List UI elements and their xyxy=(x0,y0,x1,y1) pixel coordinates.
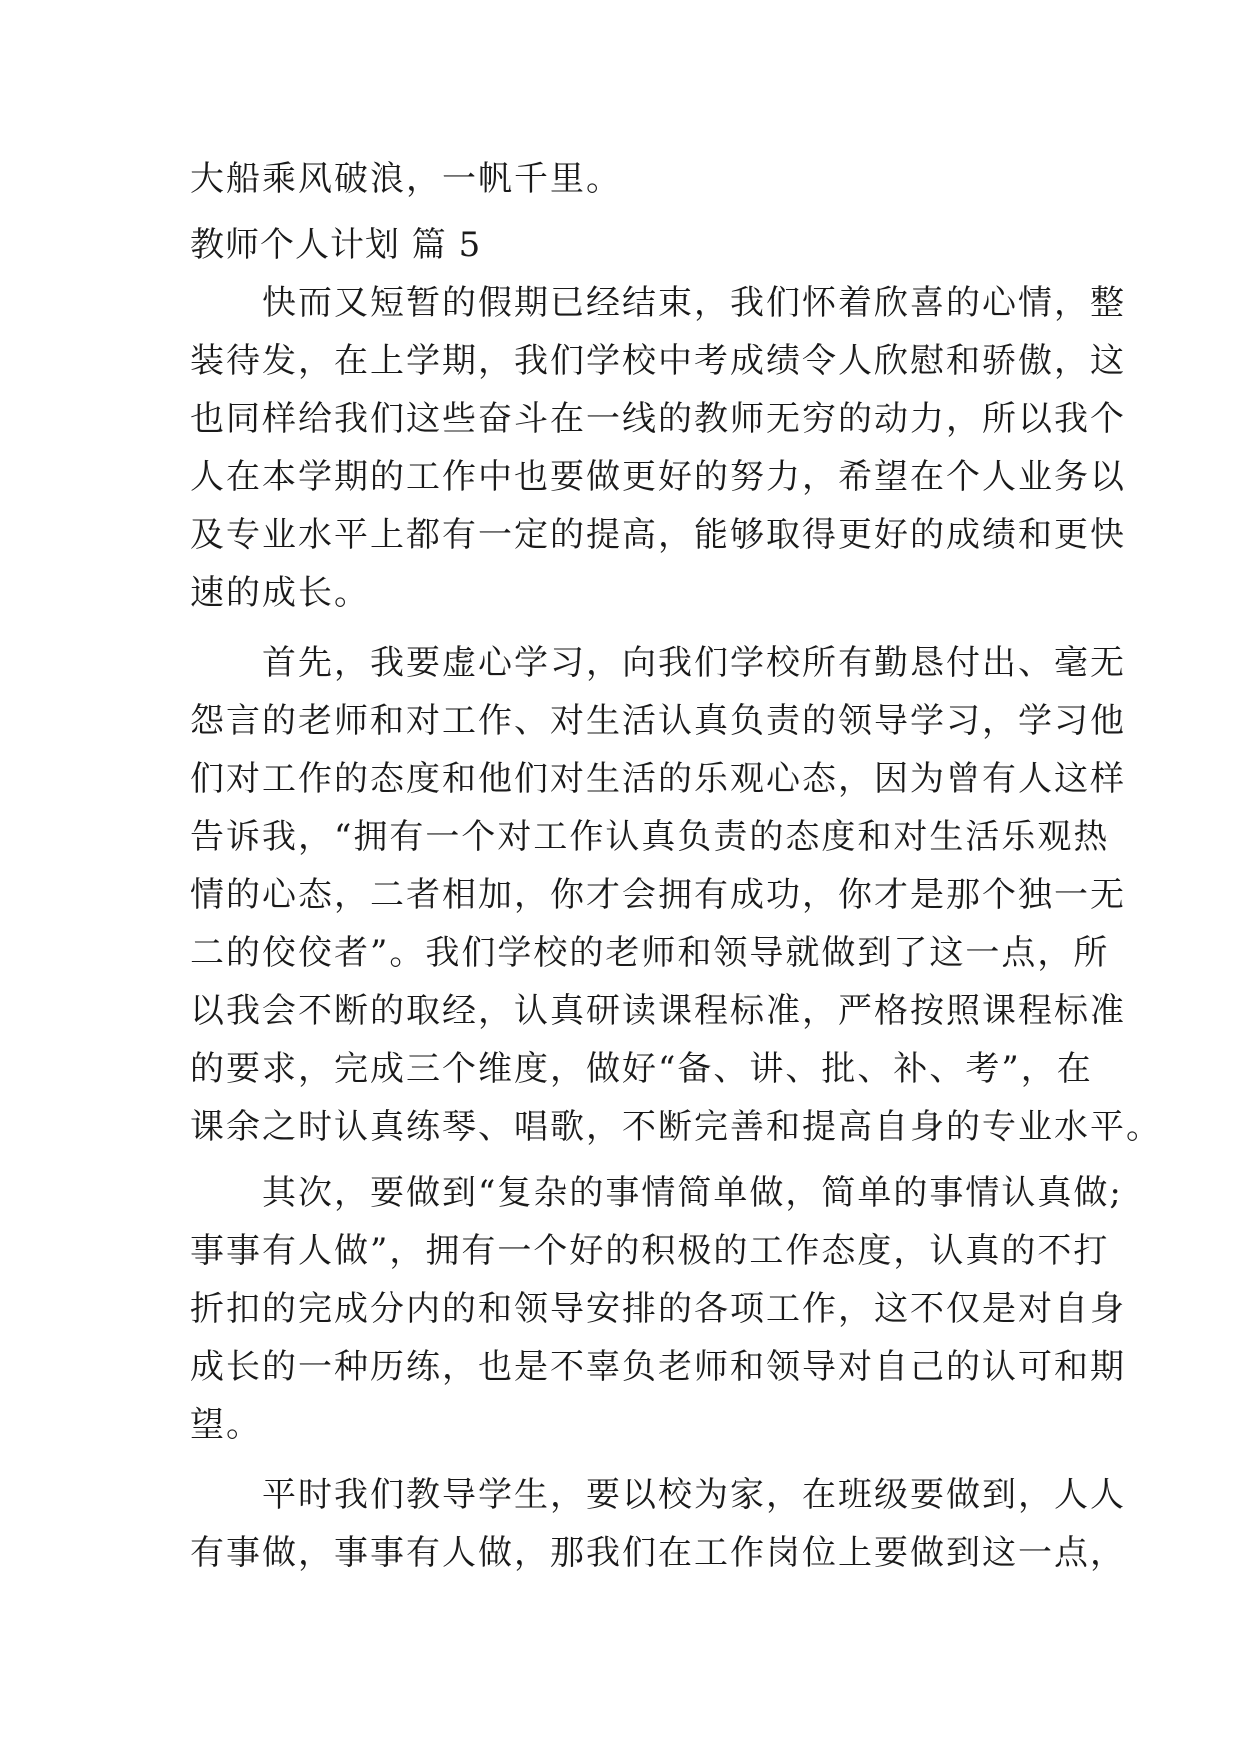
text-line: 以我会不断的取经，认真研读课程标准，严格按照课程标准 xyxy=(190,991,1126,1031)
text-line: 望。 xyxy=(190,1405,262,1445)
text-line: 的要求，完成三个维度，做好“备、讲、批、补、考”，在 xyxy=(190,1049,1093,1089)
text-line: 平时我们教导学生，要以校为家，在班级要做到，人人 xyxy=(190,1475,1126,1515)
text-line: 事事有人做”，拥有一个好的积极的工作态度，认真的不打 xyxy=(190,1231,1110,1271)
text-line: 也同样给我们这些奋斗在一线的教师无穷的动力，所以我个 xyxy=(190,399,1126,439)
text-line: 大船乘风破浪，一帆千里。 xyxy=(190,159,622,199)
text-line: 折扣的完成分内的和领导安排的各项工作，这不仅是对自身 xyxy=(190,1289,1126,1329)
text-line: 告诉我，“拥有一个对工作认真负责的态度和对生活乐观热 xyxy=(190,817,1110,857)
text-line: 课余之时认真练琴、唱歌，不断完善和提高自身的专业水平。 xyxy=(190,1107,1162,1147)
text-line: 首先，我要虚心学习，向我们学校所有勤恳付出、毫无 xyxy=(190,643,1126,683)
text-line: 快而又短暂的假期已经结束，我们怀着欣喜的心情，整 xyxy=(190,283,1126,323)
text-line: 成长的一种历练，也是不辜负老师和领导对自己的认可和期 xyxy=(190,1347,1126,1387)
text-line: 们对工作的态度和他们对生活的乐观心态，因为曾有人这样 xyxy=(190,759,1126,799)
text-line: 怨言的老师和对工作、对生活认真负责的领导学习，学习他 xyxy=(190,701,1126,741)
text-line: 其次，要做到“复杂的事情简单做，简单的事情认真做; xyxy=(190,1173,1123,1213)
text-line: 速的成长。 xyxy=(190,573,370,613)
text-line: 有事做，事事有人做，那我们在工作岗位上要做到这一点， xyxy=(190,1533,1126,1573)
text-line: 及专业水平上都有一定的提高，能够取得更好的成绩和更快 xyxy=(190,515,1126,555)
text-line: 情的心态，二者相加，你才会拥有成功，你才是那个独一无 xyxy=(190,875,1126,915)
text-line: 装待发，在上学期，我们学校中考成绩令人欣慰和骄傲，这 xyxy=(190,341,1126,381)
section-heading: 教师个人计划 篇 5 xyxy=(190,225,482,265)
text-line: 人在本学期的工作中也要做更好的努力，希望在个人业务以 xyxy=(190,457,1126,497)
text-line: 二的佼佼者”。我们学校的老师和领导就做到了这一点，所 xyxy=(190,933,1110,973)
